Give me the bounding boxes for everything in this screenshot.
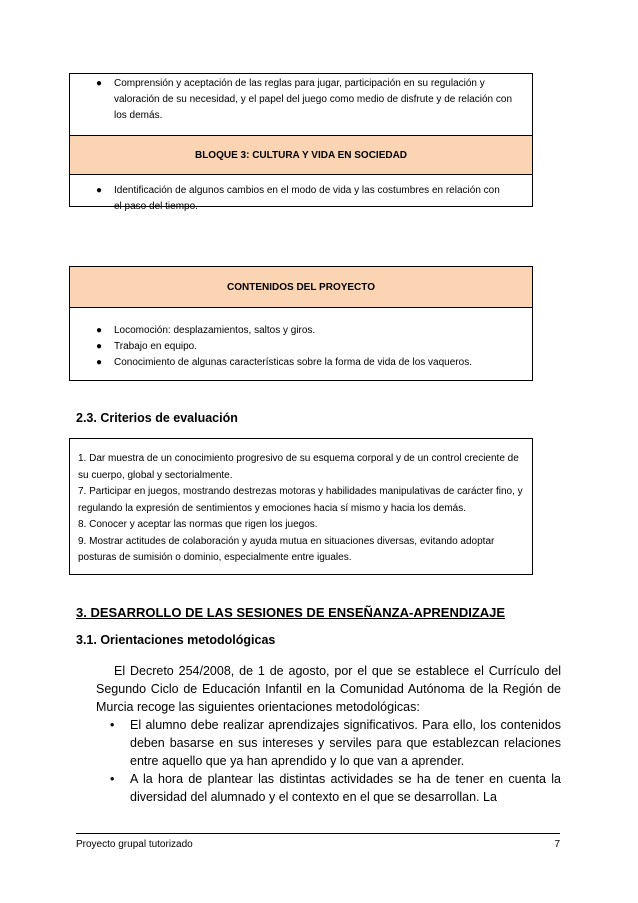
criterio-line: 9. Mostrar actitudes de colaboración y ayuda mutua en situaciones diversas, evitando adoptar posturas de sumisión o dominio, especialmente entre iguales. [78, 535, 495, 563]
intro-text: El Decreto 254/2008, de 1 de agosto, por el que se establece el Currículo del Segundo Ciclo de Educación Infantil en la Comunidad Autónoma de la Región de Murcia recoge las siguientes orientaciones metodológicas: [96, 664, 561, 714]
bullet-icon: ● [96, 357, 103, 368]
list-item [70, 183, 532, 215]
list-item [70, 76, 532, 124]
list-item [70, 323, 532, 339]
bullet-text: Conocimiento de algunas características sobre la forma de vida de los vaqueros. [114, 357, 472, 368]
list-item [70, 339, 532, 355]
bullet-icon: ● [96, 325, 103, 336]
bullet-text: El alumno debe realizar aprendizajes significativos. Para ello, los contenidos deben basarse en sus intereses y serviles para que establezcan relaciones entre aquello que ya han aprendido y lo que van a aprender. [130, 718, 561, 768]
list-item [96, 716, 561, 770]
section-heading: 3. DESARROLLO DE LAS SESIONES DE ENSEÑANZA-APRENDIZAJE [76, 605, 506, 620]
bullet-icon: • [110, 718, 115, 732]
criterios-heading: 2.3. Criterios de evaluación [76, 411, 238, 425]
criterio-line: 8. Conocer y aceptar las normas que rigen los juegos. [78, 519, 318, 530]
footer-title: Proyecto grupal tutorizado [76, 839, 193, 850]
bullet-icon: ● [96, 185, 103, 196]
bullet-text: Identificación de algunos cambios en el modo de vida y las costumbres en relación con el paso del tiempo. [114, 185, 500, 212]
intro-paragraph [96, 662, 561, 716]
bullet-text: Locomoción: desplazamientos, saltos y giros. [114, 325, 316, 336]
criterios-box [69, 438, 533, 575]
contenidos-proyecto-header: CONTENIDOS DEL PROYECTO [70, 267, 532, 308]
list-item [70, 355, 532, 371]
criterio-line: 1. Dar muestra de un conocimiento progresivo de su esquema corporal y de un control creciente de su cuerpo, global y sectorialmente. [78, 453, 519, 481]
contenidos-proyecto-table [69, 266, 533, 381]
bullet-icon: ● [96, 78, 103, 89]
criterio-line: 7. Participar en juegos, mostrando destrezas motoras y habilidades manipulativas de carácter fino, y regulando la expresión de sentimientos y emociones hacia sí mismo y hacia los demás. [78, 486, 523, 514]
subsection-heading: 3.1. Orientaciones metodológicas [76, 633, 276, 647]
contenidos-proyecto-list [70, 323, 532, 371]
bloque-2-cell [70, 74, 532, 135]
list-item [96, 770, 561, 806]
bullet-text: A la hora de plantear las distintas actividades se ha de tener en cuenta la diversidad del alumnado y el contexto en el que se desarrollan. La [130, 772, 561, 804]
orientaciones-list [96, 716, 561, 806]
bullet-text: Comprensión y aceptación de las reglas para jugar, participación en su regulación y valoración de su necesidad, y el papel del juego como medio de disfrute y de relación con los demás. [114, 78, 513, 121]
bullet-icon: ● [96, 341, 103, 352]
page-number: 7 [554, 839, 560, 850]
bloque-3-header: BLOQUE 3: CULTURA Y VIDA EN SOCIEDAD [70, 135, 532, 175]
bullet-text: Trabajo en equipo. [114, 341, 198, 352]
bullet-icon: • [110, 772, 115, 786]
criterios-text [70, 439, 532, 567]
contenidos-bloque-table [69, 73, 533, 212]
footer-divider [76, 833, 560, 834]
bloque-3-cell [70, 184, 532, 214]
